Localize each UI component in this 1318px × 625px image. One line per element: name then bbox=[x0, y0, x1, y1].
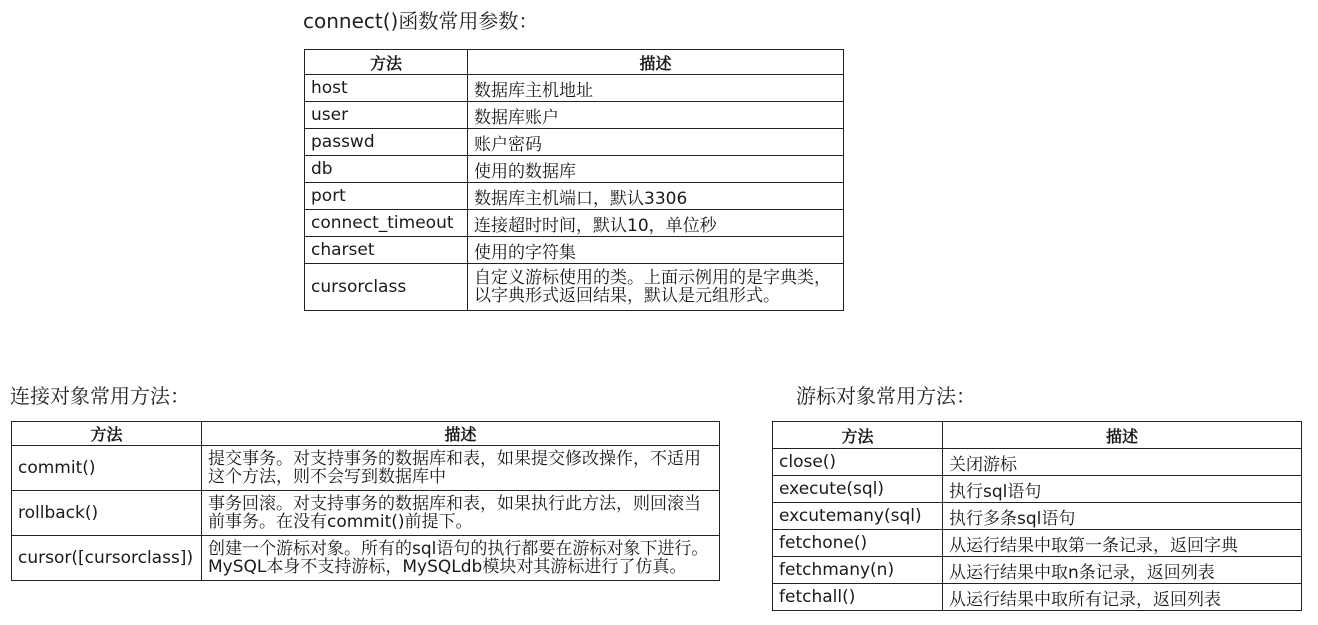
table-row bbox=[305, 75, 844, 102]
connection-methods-table bbox=[11, 421, 720, 581]
column-header-method: 方法 bbox=[12, 422, 202, 446]
param-description: 连接超时时间，默认10，单位秒 bbox=[468, 210, 844, 237]
column-header-description: 描述 bbox=[468, 50, 844, 75]
table-row bbox=[773, 530, 1302, 557]
method-name: commit() bbox=[12, 446, 202, 491]
table-row bbox=[12, 536, 720, 581]
cursor-methods-title: 游标对象常用方法： bbox=[796, 384, 976, 408]
connect-params-table bbox=[304, 49, 844, 311]
table-row bbox=[773, 584, 1302, 611]
param-name: db bbox=[305, 156, 468, 183]
param-description: 数据库主机地址 bbox=[468, 75, 844, 102]
table-row bbox=[773, 503, 1302, 530]
table-row bbox=[305, 156, 844, 183]
connection-methods-title: 连接对象常用方法： bbox=[10, 384, 190, 408]
param-name: passwd bbox=[305, 129, 468, 156]
method-description: 关闭游标 bbox=[943, 449, 1302, 476]
param-description: 数据库主机端口，默认3306 bbox=[468, 183, 844, 210]
table-header-row bbox=[12, 422, 720, 446]
param-name: user bbox=[305, 102, 468, 129]
method-name: excutemany(sql) bbox=[773, 503, 943, 530]
param-name: port bbox=[305, 183, 468, 210]
method-name: fetchone() bbox=[773, 530, 943, 557]
table-row bbox=[305, 183, 844, 210]
method-description: 执行sql语句 bbox=[943, 476, 1302, 503]
table-row bbox=[305, 102, 844, 129]
method-description: 事务回滚。对支持事务的数据库和表，如果执行此方法，则回滚当前事务。在没有commit()前提下。 bbox=[202, 491, 720, 536]
column-header-method: 方法 bbox=[773, 422, 943, 449]
param-description: 使用的字符集 bbox=[468, 237, 844, 264]
method-name: fetchall() bbox=[773, 584, 943, 611]
cursor-methods-table bbox=[772, 421, 1302, 611]
param-description: 账户密码 bbox=[468, 129, 844, 156]
param-description: 数据库账户 bbox=[468, 102, 844, 129]
table-header-row bbox=[305, 50, 844, 75]
column-header-method: 方法 bbox=[305, 50, 468, 75]
param-description: 自定义游标使用的类。上面示例用的是字典类，以字典形式返回结果，默认是元组形式。 bbox=[468, 264, 844, 311]
table-header-row bbox=[773, 422, 1302, 449]
method-name: fetchmany(n) bbox=[773, 557, 943, 584]
table-row bbox=[12, 491, 720, 536]
table-row bbox=[305, 210, 844, 237]
table-row bbox=[305, 129, 844, 156]
column-header-description: 描述 bbox=[943, 422, 1302, 449]
method-description: 执行多条sql语句 bbox=[943, 503, 1302, 530]
table-row bbox=[773, 557, 1302, 584]
method-description: 从运行结果中取第一条记录，返回字典 bbox=[943, 530, 1302, 557]
param-name: connect_timeout bbox=[305, 210, 468, 237]
param-name: charset bbox=[305, 237, 468, 264]
column-header-description: 描述 bbox=[202, 422, 720, 446]
method-description: 从运行结果中取n条记录，返回列表 bbox=[943, 557, 1302, 584]
method-name: cursor([cursorclass]) bbox=[12, 536, 202, 581]
method-description: 从运行结果中取所有记录，返回列表 bbox=[943, 584, 1302, 611]
method-name: rollback() bbox=[12, 491, 202, 536]
table-row bbox=[773, 476, 1302, 503]
method-description: 创建一个游标对象。所有的sql语句的执行都要在游标对象下进行。MySQL本身不支持游标，MySQLdb模块对其游标进行了仿真。 bbox=[202, 536, 720, 581]
table-row bbox=[305, 237, 844, 264]
method-name: execute(sql) bbox=[773, 476, 943, 503]
param-name: cursorclass bbox=[305, 264, 468, 311]
param-description: 使用的数据库 bbox=[468, 156, 844, 183]
method-name: close() bbox=[773, 449, 943, 476]
connect-params-title: connect()函数常用参数： bbox=[303, 9, 539, 33]
param-name: host bbox=[305, 75, 468, 102]
table-row bbox=[305, 264, 844, 311]
method-description: 提交事务。对支持事务的数据库和表，如果提交修改操作，不适用这个方法，则不会写到数据库中 bbox=[202, 446, 720, 491]
table-row bbox=[12, 446, 720, 491]
table-row bbox=[773, 449, 1302, 476]
